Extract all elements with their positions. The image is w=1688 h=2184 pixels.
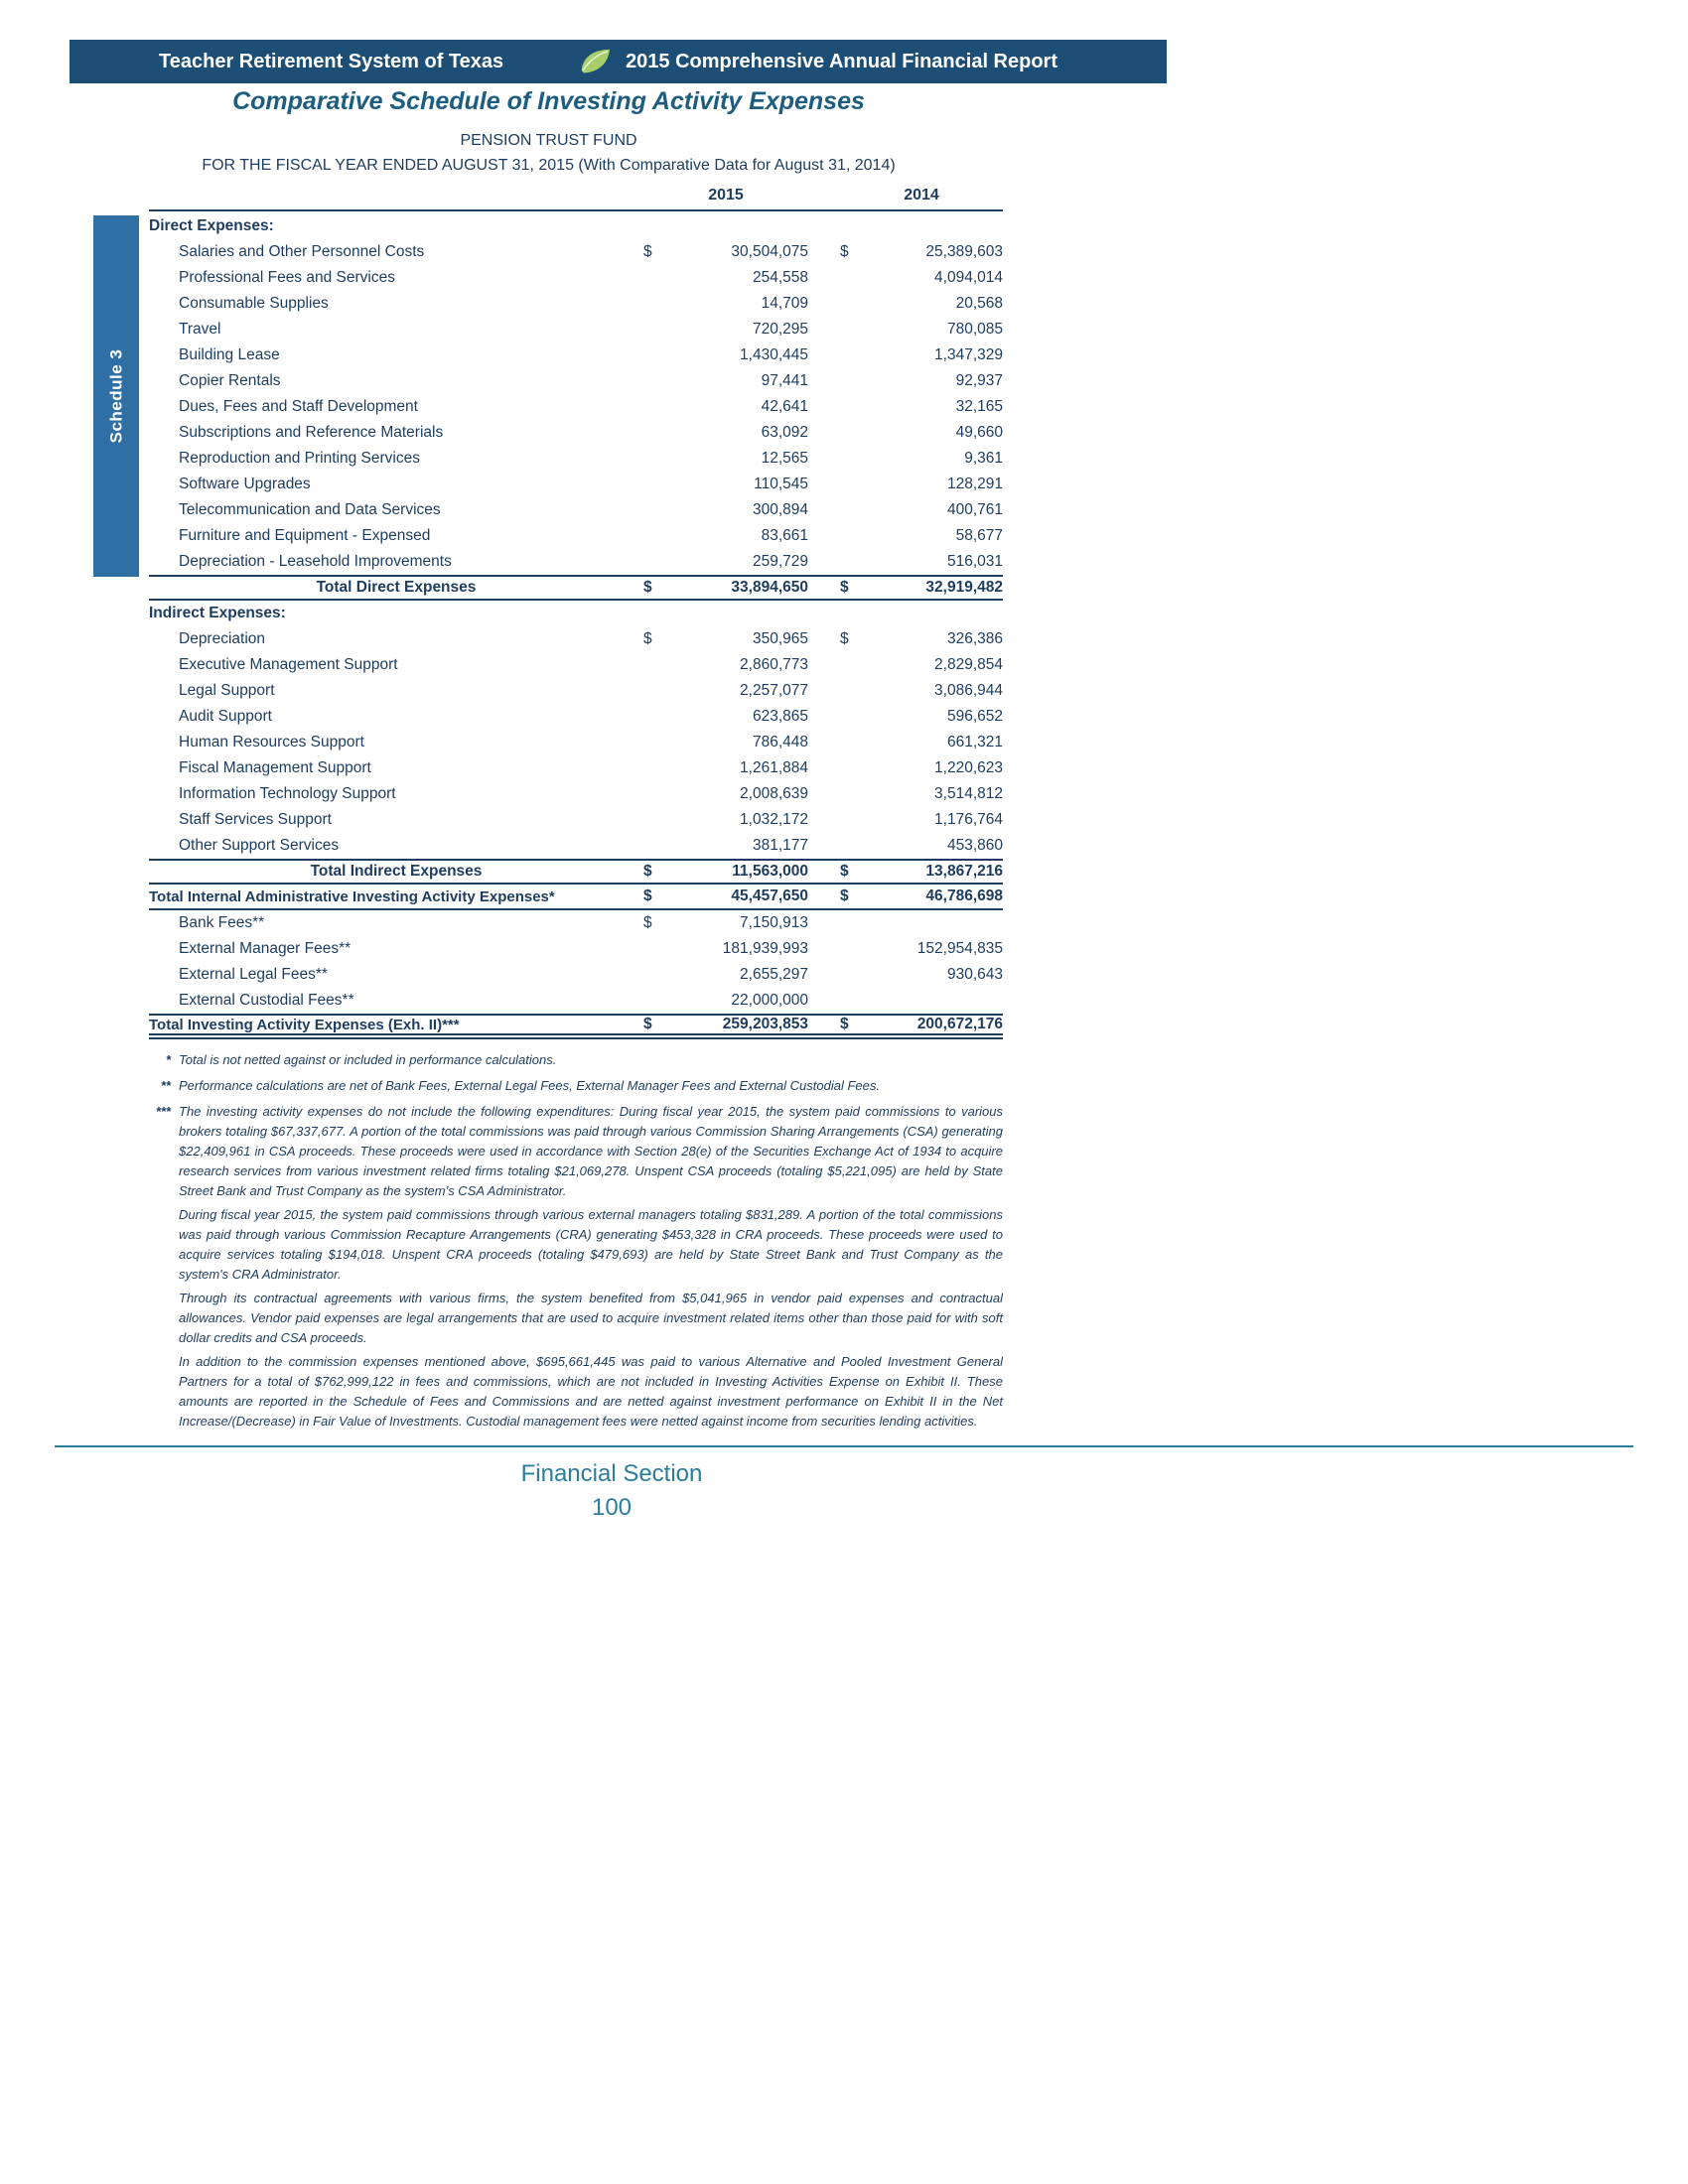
amount-value: 381,177 — [752, 837, 808, 854]
table-row — [149, 652, 1003, 678]
amount-value: 2,257,077 — [740, 682, 808, 699]
amount-2014 — [840, 321, 1003, 339]
amount-value: 3,086,944 — [934, 682, 1003, 699]
amount-value: 83,661 — [761, 527, 808, 544]
amount-value: 623,865 — [752, 708, 808, 725]
fund-subtitle: PENSION TRUST FUND — [460, 132, 637, 149]
amount-value: 453,860 — [946, 837, 1003, 854]
col-header-2015: 2015 — [708, 187, 744, 204]
amount-value: 516,031 — [946, 553, 1003, 570]
table-row — [149, 317, 1003, 342]
amount-value: 14,709 — [761, 295, 808, 312]
amount-value: 110,545 — [754, 476, 808, 492]
amount-2015 — [643, 708, 808, 726]
amount-2014 — [840, 501, 1003, 519]
amount-value: 32,919,482 — [925, 579, 1003, 596]
column-header-gap — [808, 187, 840, 205]
amount-2015 — [643, 837, 808, 855]
dollar-sign: $ — [643, 579, 652, 596]
amount-2015 — [643, 424, 808, 442]
expenses-table — [149, 213, 1003, 1039]
amount-value: 1,430,445 — [740, 346, 808, 363]
table-row — [149, 1014, 1003, 1039]
dollar-sign: $ — [840, 243, 849, 260]
row-label: Telecommunication and Data Services — [179, 501, 441, 518]
amount-value: 12,565 — [761, 450, 808, 467]
amount-2014 — [840, 759, 1003, 777]
amount-value: 32,165 — [955, 398, 1003, 415]
amount-2015 — [643, 269, 808, 287]
period-subtitle: FOR THE FISCAL YEAR ENDED AUGUST 31, 2015 (With Comparative Data for August 31, 2014) — [202, 157, 896, 174]
dollar-sign: $ — [643, 1016, 652, 1032]
dollar-sign: $ — [840, 887, 849, 904]
row-label: Total Direct Expenses — [316, 579, 477, 596]
amount-value: 2,860,773 — [740, 656, 808, 673]
amount-value: 13,867,216 — [925, 863, 1003, 880]
amount-2015 — [643, 630, 808, 648]
dollar-sign: $ — [643, 863, 652, 880]
amount-value: 596,652 — [946, 708, 1003, 725]
amount-2014 — [840, 553, 1003, 571]
amount-2015 — [643, 450, 808, 468]
table-row — [149, 859, 1003, 885]
table-row — [149, 601, 1003, 626]
amount-value: 22,000,000 — [731, 992, 808, 1009]
amount-value: 2,829,854 — [934, 656, 1003, 673]
amount-2014 — [840, 887, 1003, 905]
table-row — [149, 497, 1003, 523]
amount-2015 — [643, 243, 808, 261]
amount-2015 — [643, 785, 808, 803]
amount-value: 930,643 — [946, 966, 1003, 983]
dollar-sign: $ — [643, 630, 652, 647]
table-row — [149, 755, 1003, 781]
amount-2015 — [643, 579, 808, 597]
amount-value: 254,558 — [752, 269, 808, 286]
table-row — [149, 291, 1003, 317]
amount-2015 — [643, 992, 808, 1010]
row-label: Fiscal Management Support — [179, 759, 371, 776]
footnote-text — [179, 1076, 1003, 1100]
amount-2015 — [643, 811, 808, 829]
amount-value: 3,514,812 — [934, 785, 1003, 802]
footnote-paragraph: Performance calculations are net of Bank Fees, External Legal Fees, External Manager Fees and External Custodial Fees. — [179, 1078, 880, 1093]
row-label: Total Investing Activity Expenses (Exh. II)*** — [149, 1016, 460, 1033]
table-row — [149, 936, 1003, 962]
footnotes — [149, 1050, 1003, 1437]
amount-2014 — [840, 837, 1003, 855]
amount-2015 — [643, 372, 808, 390]
table-row — [149, 394, 1003, 420]
amount-2014 — [840, 966, 1003, 984]
amount-2015 — [643, 501, 808, 519]
amount-value: 350,965 — [752, 630, 808, 647]
amount-value: 20,568 — [955, 295, 1003, 312]
amount-value: 49,660 — [955, 424, 1003, 441]
table-row — [149, 781, 1003, 807]
row-label: External Custodial Fees** — [179, 992, 354, 1009]
dollar-sign: $ — [840, 1016, 849, 1032]
amount-value: 1,176,764 — [934, 811, 1003, 828]
report-header-bar — [70, 40, 1167, 83]
amount-2014 — [840, 940, 1003, 958]
amount-2015 — [643, 682, 808, 700]
amount-value: 92,937 — [955, 372, 1003, 389]
row-label: Human Resources Support — [179, 734, 364, 751]
row-label: External Manager Fees** — [179, 940, 352, 957]
amount-value: 63,092 — [761, 424, 808, 441]
amount-value: 11,563,000 — [732, 863, 808, 880]
amount-2015 — [643, 734, 808, 751]
amount-value: 661,321 — [946, 734, 1003, 751]
amount-2014 — [840, 269, 1003, 287]
row-label: External Legal Fees** — [179, 966, 328, 983]
amount-value: 259,729 — [752, 553, 808, 570]
amount-2015 — [643, 398, 808, 416]
column-headers — [149, 187, 1003, 211]
row-label: Reproduction and Printing Services — [179, 450, 420, 467]
row-label: Building Lease — [179, 346, 280, 363]
footer-divider — [55, 1445, 1633, 1447]
table-row — [149, 730, 1003, 755]
footnote-paragraph: Through its contractual agreements with various firms, the system benefited from $5,041,965 in vendor paid expenses and contractual allowances. Vendor paid expenses are legal arrangements that are used to acquire investment related items other than those paid for with soft dollar credits and CSA proceeds. — [179, 1291, 1003, 1345]
amount-2014 — [840, 630, 1003, 648]
amount-value: 786,448 — [752, 734, 808, 751]
row-label: Dues, Fees and Staff Development — [179, 398, 418, 415]
amount-2015 — [643, 914, 808, 932]
amount-2015 — [643, 759, 808, 777]
page-footer — [0, 1457, 1223, 1525]
amount-2014 — [840, 398, 1003, 416]
amount-value: 30,504,075 — [731, 243, 808, 260]
footer-page-number: 100 — [591, 1494, 633, 1521]
amount-value: 4,094,014 — [934, 269, 1003, 286]
row-label: Information Technology Support — [179, 785, 396, 802]
row-label: Direct Expenses: — [149, 217, 274, 234]
amount-value: 1,032,172 — [740, 811, 808, 828]
row-label: Staff Services Support — [179, 811, 332, 828]
row-label: Executive Management Support — [179, 656, 398, 673]
amount-2015 — [643, 527, 808, 545]
amount-value: 780,085 — [946, 321, 1003, 338]
col-header-2014: 2014 — [904, 187, 939, 204]
dollar-sign: $ — [643, 887, 652, 904]
dollar-sign: $ — [643, 243, 652, 260]
amount-2014 — [840, 476, 1003, 493]
table-row — [149, 239, 1003, 265]
row-label: Other Support Services — [179, 837, 340, 854]
footer-section-label: Financial Section — [520, 1460, 703, 1487]
row-label: Depreciation — [179, 630, 266, 647]
row-label: Copier Rentals — [179, 372, 281, 389]
amount-2014 — [840, 785, 1003, 803]
table-row — [149, 807, 1003, 833]
row-label: Furniture and Equipment - Expensed — [179, 527, 431, 544]
dollar-sign: $ — [643, 914, 652, 931]
table-row — [149, 988, 1003, 1014]
footnote-paragraph: In addition to the commission expenses mentioned above, $695,661,445 was paid to various Alternative and Pooled Investment General Partners for a total of $762,999,122 in fees and commissions, which are not included in Investing Activities Expense on Exhibit II. These amounts are reported in the Schedule of Fees and Commissions and are netted against investment performance on Exhibit II in the Net Increase/(Decrease) in Fair Value of Investments. Custodial management fees were netted against income from securities lending activities. — [179, 1354, 1003, 1429]
row-label: Depreciation - Leasehold Improvements — [179, 553, 452, 570]
schedule-side-tab-label: Schedule 3 — [106, 348, 126, 444]
amount-value: 326,386 — [946, 630, 1003, 647]
amount-2015 — [643, 1016, 808, 1033]
footnote — [149, 1076, 1003, 1100]
amount-value: 46,786,698 — [925, 887, 1003, 904]
amount-value: 300,894 — [752, 501, 808, 518]
dollar-sign: $ — [840, 630, 849, 647]
amount-2014 — [840, 682, 1003, 700]
amount-2015 — [643, 476, 808, 493]
amount-value: 2,008,639 — [740, 785, 808, 802]
report-name: 2015 Comprehensive Annual Financial Report — [626, 50, 1057, 72]
amount-value: 97,441 — [761, 372, 808, 389]
table-row — [149, 704, 1003, 730]
table-row — [149, 342, 1003, 368]
table-row — [149, 213, 1003, 239]
amount-2015 — [643, 553, 808, 571]
amount-2015 — [643, 295, 808, 313]
amount-2015 — [643, 940, 808, 958]
row-label: Consumable Supplies — [179, 295, 329, 312]
row-label: Total Indirect Expenses — [310, 863, 483, 880]
row-label: Salaries and Other Personnel Costs — [179, 243, 425, 260]
amount-value: 1,347,329 — [934, 346, 1003, 363]
row-label: Bank Fees** — [179, 914, 265, 931]
table-row — [149, 678, 1003, 704]
amount-2014 — [840, 450, 1003, 468]
amount-2014 — [840, 372, 1003, 390]
table-row — [149, 962, 1003, 988]
amount-2014 — [840, 424, 1003, 442]
amount-2014 — [840, 579, 1003, 597]
table-row — [149, 265, 1003, 291]
table-row — [149, 472, 1003, 497]
amount-value: 1,220,623 — [934, 759, 1003, 776]
amount-value: 200,672,176 — [916, 1016, 1003, 1032]
row-label: Subscriptions and Reference Materials — [179, 424, 444, 441]
row-label: Professional Fees and Services — [179, 269, 395, 286]
amount-2014 — [840, 734, 1003, 751]
amount-value: 181,939,993 — [722, 940, 808, 957]
amount-value: 45,457,650 — [731, 887, 808, 904]
table-row — [149, 833, 1003, 859]
footnote-paragraph: The investing activity expenses do not include the following expenditures: During fiscal year 2015, the system paid commissions to various brokers totaling $67,337,677. A portion of the total commissions was paid through various Commission Sharing Arrangements (CSA) generating $22,409,961 in CSA proceeds. These proceeds were used in accordance with Section 28(e) of the Securities Exchange Act of 1934 to acquire research services from various investment related firms totaling $21,069,278. Unspent CSA proceeds (totaling $5,221,095) are held by State Street Bank and Trust Company as the system’s CSA Administrator. — [179, 1104, 1003, 1198]
table-row — [149, 910, 1003, 936]
row-label: Total Internal Administrative Investing Activity Expenses* — [149, 887, 555, 905]
schedule-side-tab — [93, 215, 139, 577]
amount-value: 400,761 — [946, 501, 1003, 518]
footnote-paragraph: Total is not netted against or included in performance calculations. — [179, 1052, 557, 1067]
footnote-text — [179, 1050, 1003, 1074]
row-label: Indirect Expenses: — [149, 605, 286, 621]
page-title: Comparative Schedule of Investing Activity Expenses — [232, 87, 865, 115]
amount-2014 — [840, 243, 1003, 261]
amount-value: 7,150,913 — [740, 914, 808, 931]
row-label: Software Upgrades — [179, 476, 311, 492]
table-row — [149, 575, 1003, 601]
row-label: Legal Support — [179, 682, 275, 699]
amount-2015 — [643, 346, 808, 364]
amount-2014 — [840, 656, 1003, 674]
amount-2015 — [643, 887, 808, 905]
amount-value: 720,295 — [752, 321, 808, 338]
table-row — [149, 523, 1003, 549]
amount-2015 — [643, 656, 808, 674]
dollar-sign: $ — [840, 579, 849, 596]
table-row — [149, 368, 1003, 394]
amount-2015 — [643, 321, 808, 339]
amount-2014 — [840, 811, 1003, 829]
amount-2014 — [840, 346, 1003, 364]
table-row — [149, 885, 1003, 910]
column-header-spacer — [149, 187, 643, 205]
row-label: Travel — [179, 321, 221, 338]
amount-value: 259,203,853 — [722, 1016, 808, 1032]
amount-2014 — [840, 295, 1003, 313]
amount-2015 — [643, 966, 808, 984]
dollar-sign: $ — [840, 863, 849, 880]
amount-2014 — [840, 708, 1003, 726]
footnote-marker: ** — [160, 1078, 171, 1093]
amount-value: 128,291 — [946, 476, 1003, 492]
footnote-marker: *** — [155, 1104, 171, 1119]
amount-2014 — [840, 1016, 1003, 1033]
amount-value: 42,641 — [761, 398, 808, 415]
footnote-text — [179, 1102, 1003, 1435]
org-name: Teacher Retirement System of Texas — [159, 50, 504, 72]
amount-2014 — [840, 527, 1003, 545]
amount-value: 25,389,603 — [925, 243, 1003, 260]
amount-2015 — [643, 863, 808, 881]
footnote-marker: * — [165, 1052, 171, 1067]
footnote — [149, 1050, 1003, 1074]
table-row — [149, 446, 1003, 472]
amount-2014 — [840, 863, 1003, 881]
table-row — [149, 420, 1003, 446]
amount-value: 9,361 — [964, 450, 1003, 467]
amount-value: 2,655,297 — [740, 966, 808, 983]
table-row — [149, 549, 1003, 575]
amount-value: 33,894,650 — [731, 579, 808, 596]
footnote — [149, 1102, 1003, 1435]
amount-value: 1,261,884 — [740, 759, 808, 776]
amount-value: 58,677 — [955, 527, 1003, 544]
table-row — [149, 626, 1003, 652]
amount-value: 152,954,835 — [916, 940, 1003, 957]
footnote-paragraph: During fiscal year 2015, the system paid commissions through various external managers totaling $831,289. A portion of the total commissions was paid through various Commission Recapture Arrangements (CRA) generating $453,328 in CRA proceeds. These proceeds were used to acquire services totaling $194,018. Unspent CRA proceeds (totaling $479,693) are held by State Street Bank and Trust Company as the system's CRA Administrator. — [179, 1207, 1003, 1282]
leaf-logo-icon — [576, 47, 614, 76]
row-label: Audit Support — [179, 708, 272, 725]
